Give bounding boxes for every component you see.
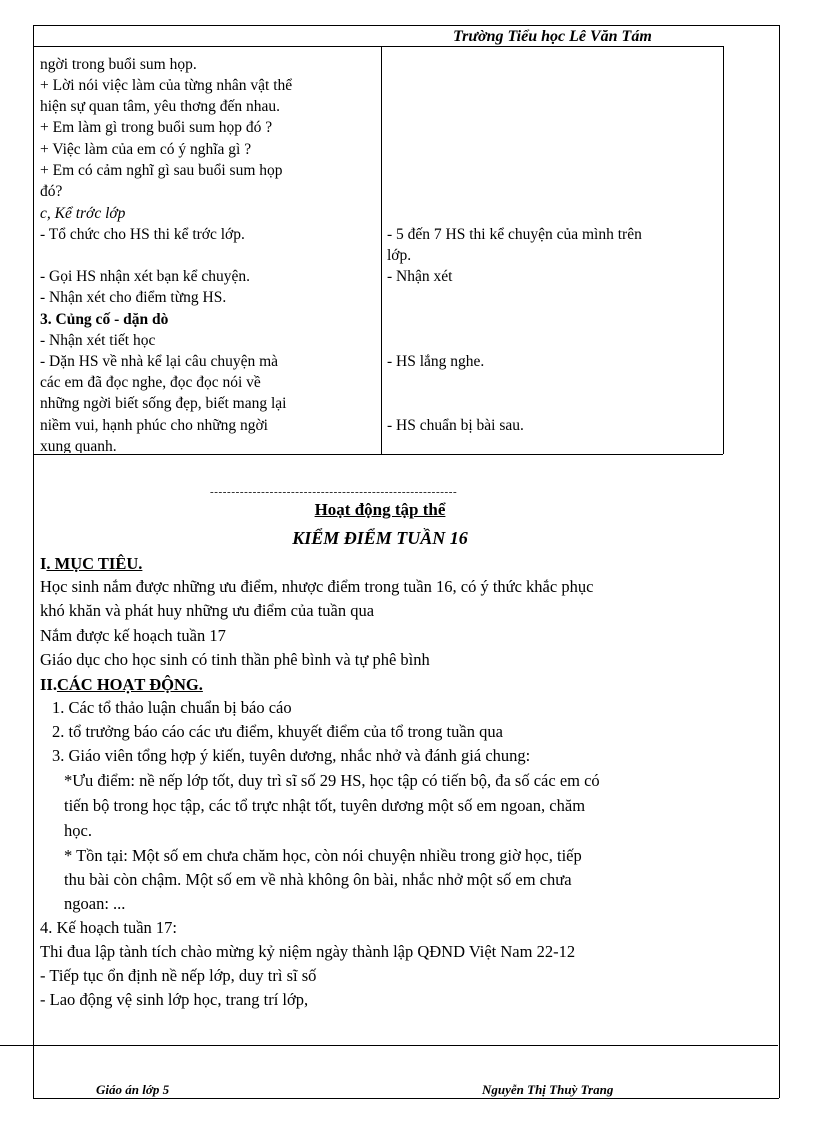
table-column-divider: [381, 46, 382, 454]
objective-line: khó khăn và phát huy những ưu điểm của tuần qua: [40, 601, 375, 620]
table-left-heading: 3. Củng cố - dặn dò: [40, 311, 169, 328]
activity-step: 2. tổ trưởng báo cáo các ưu điểm, khuyết điểm của tổ trong tuần qua: [52, 722, 503, 741]
table-left-line: - Gọi HS nhận xét bạn kể chuyện.: [40, 268, 251, 285]
frame-left: [33, 25, 34, 1098]
table-left-line: - Dặn HS về nhà kể lại câu chuyện mà: [40, 353, 279, 370]
frame-top: [33, 25, 779, 26]
table-left-line: hiện sự quan tâm, yêu thơng đến nhau.: [40, 98, 281, 115]
frame-right: [779, 25, 780, 1098]
table-left-line: ngời trong buổi sum họp.: [40, 56, 197, 73]
table-right-line: - HS lắng nghe.: [387, 353, 485, 370]
footer-left: Giáo án lớp 5: [96, 1082, 170, 1097]
footer-rule: [0, 1045, 778, 1046]
table-right-border: [723, 46, 724, 454]
weaknesses-line: * Tồn tại: Một số em chưa chăm học, còn nói chuyện nhiều trong giờ học, tiếp: [64, 846, 582, 865]
footer-right: Nguyễn Thị Thuỳ Trang: [482, 1082, 614, 1097]
heading-objectives: I. MỤC TIÊU.: [40, 554, 143, 573]
weaknesses-line: ngoan: ...: [64, 894, 126, 913]
activity-step: 1. Các tổ thảo luận chuẩn bị báo cáo: [52, 698, 292, 717]
table-right-line: lớp.: [387, 247, 412, 264]
section-subtitle: KIỂM ĐIỂM TUẦN 16: [292, 528, 468, 548]
heading-activities: II.CÁC HOẠT ĐỘNG.: [40, 675, 203, 694]
table-right-line: - Nhận xét: [387, 268, 453, 285]
table-left-line: + Việc làm của em có ý nghĩa gì ?: [40, 141, 252, 158]
table-left-line: - Tổ chức cho HS thi kể trớc lớp.: [40, 226, 245, 243]
table-left-line: - Nhận xét tiết học: [40, 332, 156, 349]
objective-line: Học sinh nắm được những ưu điểm, nhược điểm trong tuần 16, có ý thức khắc phục: [40, 577, 594, 596]
strengths-line: *Ưu điểm: nề nếp lớp tốt, duy trì sĩ số 29 HS, học tập có tiến bộ, đa số các em có: [64, 771, 600, 790]
weaknesses-line: thu bài còn chậm. Một số em về nhà không ôn bài, nhắc nhở một số em chưa: [64, 870, 572, 889]
table-right-line: - HS chuẩn bị bài sau.: [387, 417, 524, 434]
plan-line: - Tiếp tục ổn định nề nếp lớp, duy trì sĩ số: [40, 966, 317, 985]
header-rule: [33, 46, 723, 47]
table-left-line: + Lời nói việc làm của từng nhân vật thể: [40, 77, 293, 94]
strengths-line: tiến bộ trong học tập, các tổ trực nhật tốt, tuyên dương một số em ngoan, chăm: [64, 796, 586, 815]
section-separator: ----------------------------------------------------------: [210, 486, 458, 498]
table-left-subheading: c, Kể trớc lớp: [40, 205, 126, 222]
table-left-line: xung quanh.: [40, 438, 117, 453]
table-left-line: những ngời biết sống đẹp, biết mang lại: [40, 395, 287, 412]
table-left-line: niềm vui, hạnh phúc cho những ngời: [40, 417, 268, 434]
table-left-line: các em đã đọc nghe, đọc đọc nói về: [40, 374, 261, 391]
table-left-line: + Em làm gì trong buổi sum họp đó ?: [40, 119, 273, 136]
objective-line: Giáo dục cho học sinh có tinh thần phê bình và tự phê bình: [40, 650, 430, 669]
activity-step: 3. Giáo viên tổng hợp ý kiến, tuyên dương, nhắc nhở và đánh giá chung:: [52, 746, 531, 765]
table-left-line: - Nhận xét cho điểm từng HS.: [40, 289, 227, 306]
section-title: Hoạt động tập thể: [314, 500, 446, 519]
table-left-line: + Em có cảm nghĩ gì sau buổi sum họp: [40, 162, 283, 179]
table-right-line: - 5 đến 7 HS thi kể chuyện của mình trên: [387, 226, 642, 243]
table-bottom-rule: [33, 454, 723, 455]
table-left-line: đó?: [40, 183, 63, 200]
plan-heading: 4. Kế hoạch tuần 17:: [40, 918, 178, 937]
school-header: Trường Tiểu học Lê Văn Tám: [453, 28, 652, 45]
strengths-line: học.: [64, 821, 92, 840]
plan-line: Thi đua lập tành tích chào mừng kỷ niệm ngày thành lập QĐND Việt Nam 22-12: [40, 942, 576, 961]
plan-line: - Lao động vệ sinh lớp học, trang trí lớp,: [40, 990, 309, 1009]
objective-line: Nắm được kế hoạch tuần 17: [40, 626, 226, 645]
